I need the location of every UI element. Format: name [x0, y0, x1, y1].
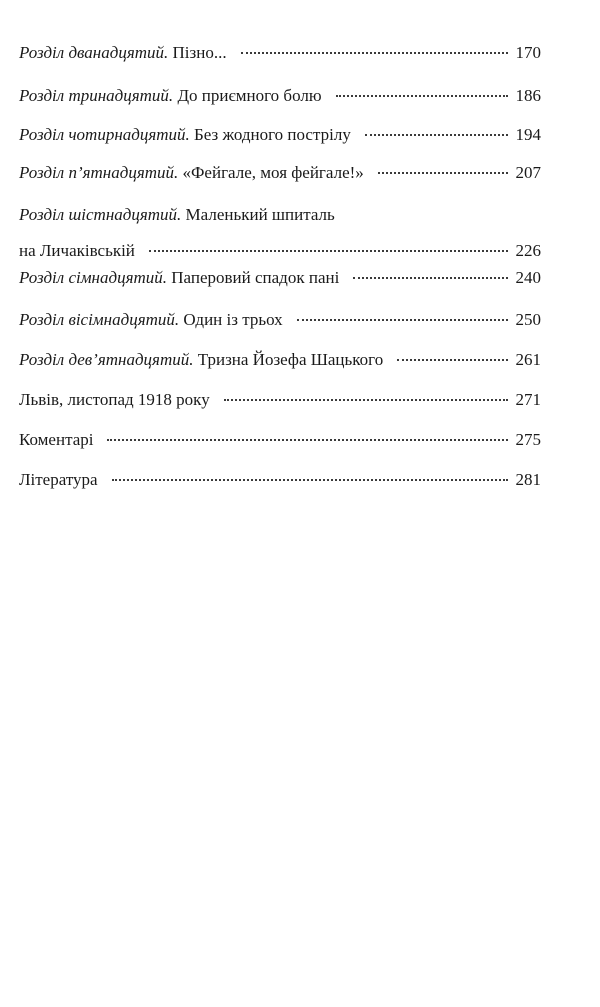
toc-entry-literature[interactable]	[19, 470, 541, 490]
dot-leader	[353, 277, 507, 279]
dot-leader	[365, 134, 508, 136]
dot-leader	[397, 359, 507, 361]
page-number: 194	[515, 125, 541, 144]
chapter-title: Без жодного пострілу	[194, 125, 351, 144]
page-number: 271	[515, 390, 541, 409]
toc-entry-chapter-15[interactable]	[19, 163, 541, 183]
section-title: Література	[19, 470, 98, 489]
dot-leader	[107, 439, 507, 441]
chapter-title: Пізно...	[172, 43, 227, 62]
page-number: 207	[515, 163, 541, 182]
toc-entry-chapter-17[interactable]	[19, 268, 541, 288]
toc-entry-chapter-19[interactable]	[19, 350, 541, 370]
page-number: 250	[515, 310, 541, 329]
chapter-label: Розділ вісімнадцятий.	[19, 310, 180, 329]
page-number: 240	[515, 268, 541, 287]
chapter-title: До приємного болю	[177, 86, 322, 105]
chapter-title: Паперовий спадок пані	[171, 268, 340, 287]
toc-entry-chapter-18[interactable]	[19, 310, 541, 330]
page-number: 226	[515, 241, 541, 260]
toc-entry-chapter-14[interactable]	[19, 125, 541, 145]
toc-entry-chapter-13[interactable]	[19, 86, 541, 106]
chapter-label: Розділ чотирнадцятий.	[19, 125, 190, 144]
dot-leader	[297, 319, 508, 321]
dot-leader	[241, 52, 508, 54]
toc-entry-chapter-16[interactable]	[19, 205, 541, 261]
section-title: Коментарі	[19, 430, 94, 449]
dot-leader	[112, 479, 508, 481]
toc-entry-lviv-1918[interactable]	[19, 390, 541, 410]
dot-leader	[149, 250, 508, 252]
page-number: 281	[515, 470, 541, 489]
chapter-title: Маленький шпиталь	[185, 205, 335, 224]
dot-leader	[224, 399, 508, 401]
chapter-label: Розділ сімнадцятий.	[19, 268, 168, 287]
chapter-label: Розділ шістнадцятий.	[19, 205, 182, 224]
dot-leader	[378, 172, 508, 174]
toc-entry-chapter-12[interactable]	[19, 43, 541, 63]
chapter-title: «Фейгале, моя фейгале!»	[182, 163, 364, 182]
page-number: 186	[515, 86, 541, 105]
chapter-label: Розділ п’ятнадцятий.	[19, 163, 179, 182]
chapter-title: Один із трьох	[183, 310, 283, 329]
page-number: 170	[515, 43, 541, 62]
chapter-title-continued: на Личаківській	[19, 241, 135, 260]
page-number: 261	[515, 350, 541, 369]
chapter-label: Розділ дванадцятий.	[19, 43, 169, 62]
dot-leader	[336, 95, 508, 97]
chapter-label: Розділ тринадцятий.	[19, 86, 174, 105]
section-title: Львів, листопад 1918 року	[19, 390, 210, 409]
chapter-title: Тризна Йозефа Шацького	[197, 350, 384, 369]
toc-entry-comments[interactable]	[19, 430, 541, 450]
page-number: 275	[515, 430, 541, 449]
chapter-label: Розділ дев’ятнадцятий.	[19, 350, 194, 369]
